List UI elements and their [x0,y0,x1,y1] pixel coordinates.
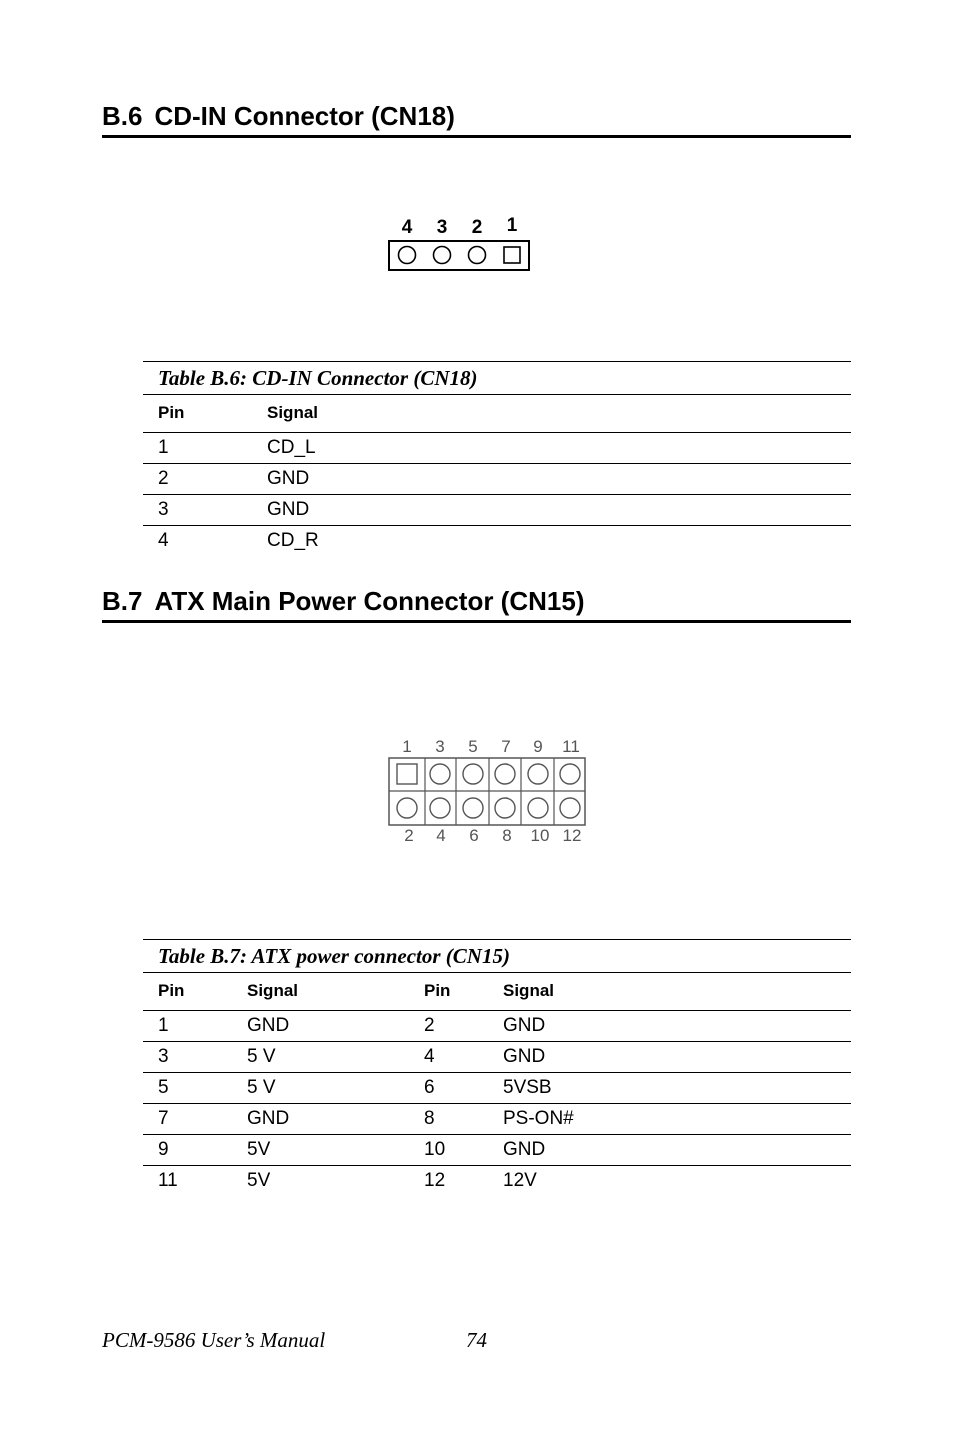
pin-square [504,247,520,263]
table-row [143,1104,851,1135]
table-row [143,526,851,556]
pin-square [397,764,417,784]
cell-signal: CD_R [267,530,319,551]
bottom-pin-labels [404,826,581,845]
pin-label: 2 [471,217,483,238]
cell-signal: 5 V [247,1077,276,1098]
pin-label: 7 [501,737,511,756]
table-row [143,1073,851,1104]
cell-pin: 3 [158,1046,169,1067]
table-row [143,433,851,464]
header-pin: Pin [424,981,451,1000]
atx-connector-diagram [384,733,594,845]
header-signal: Signal [267,403,319,422]
pin-circle [463,764,483,784]
cell-pin: 1 [158,437,169,458]
table-caption: Table B.7: ATX power connector (CN15) [143,939,851,973]
footer-manual-title: PCM-9586 User’s Manual [102,1328,326,1352]
pin-circle [430,764,450,784]
cell-signal: 5VSB [503,1077,552,1098]
table-caption: Table B.6: CD-IN Connector (CN18) [143,361,851,395]
cell-signal: 5V [247,1139,271,1160]
pin-label: 1 [506,215,518,236]
cell-pin: 7 [158,1108,169,1129]
pin-label: 8 [502,826,512,845]
cell-signal: GND [503,1015,546,1036]
table-header-row [143,395,851,433]
pin-circle [528,798,548,818]
section-number: B.7 [102,586,143,616]
cell-pin: 4 [158,530,169,551]
pin-circle [495,798,515,818]
header-pin: Pin [158,403,185,422]
cd-in-connector-diagram [380,205,540,280]
cell-signal: PS-ON# [503,1108,574,1129]
cell-pin: 2 [424,1015,435,1036]
header-signal: Signal [503,981,555,1000]
cell-signal: CD_L [267,437,316,458]
pin-circle [463,798,483,818]
cell-pin: 5 [158,1077,169,1098]
header-signal: Signal [247,981,299,1000]
top-pin-labels [402,737,580,756]
cell-pin: 12 [424,1170,446,1191]
pin-label: 6 [469,826,479,845]
cell-pin: 6 [424,1077,435,1098]
pin-circle [560,764,580,784]
pin-label: 2 [404,826,414,845]
table-b6 [143,361,851,556]
cell-pin: 3 [158,499,169,520]
cell-pin: 2 [158,468,169,489]
footer-page-number: 74 [466,1328,487,1352]
cell-signal: GND [267,468,310,489]
pin-circle [399,247,416,264]
pin-circle [397,798,417,818]
pin-label: 9 [533,737,543,756]
pin-label: 10 [530,826,550,845]
pin-label: 11 [562,737,580,756]
cell-signal: GND [503,1046,546,1067]
cell-pin: 8 [424,1108,435,1129]
cell-pin: 1 [158,1015,169,1036]
cell-signal: GND [247,1108,290,1129]
cell-pin: 4 [424,1046,435,1067]
section-heading-b6 [102,101,851,138]
pin-label: 3 [435,737,445,756]
section-number: B.6 [102,101,143,131]
cell-pin: 10 [424,1139,446,1160]
connector-housing [389,241,529,270]
table-b7 [143,939,851,1196]
cell-pin: 11 [158,1170,178,1191]
table-row [143,464,851,495]
table-header-row [143,973,851,1011]
section-title: CD-IN Connector (CN18) [154,101,455,131]
pin-label: 1 [402,737,412,756]
pin-label: 3 [436,217,448,238]
pin-circle [560,798,580,818]
pin-label: 12 [562,826,582,845]
table-row [143,495,851,526]
pin-circle [434,247,451,264]
cell-signal: 5V [247,1170,271,1191]
cell-signal: GND [247,1015,290,1036]
cell-signal: GND [503,1139,546,1160]
table-row [143,1011,851,1042]
cell-signal: 12V [503,1170,537,1191]
pin-circle [495,764,515,784]
table-row [143,1166,851,1196]
cell-pin: 9 [158,1139,169,1160]
pin-circle [469,247,486,264]
pin-circle [430,798,450,818]
cell-signal: 5 V [247,1046,276,1067]
pin-circle [528,764,548,784]
table-row [143,1135,851,1166]
header-pin: Pin [158,981,185,1000]
section-heading-b7 [102,586,851,623]
pin-label: 4 [436,826,446,845]
table-row [143,1042,851,1073]
pin-label: 5 [468,737,478,756]
cell-signal: GND [267,499,310,520]
pin-label: 4 [401,217,413,238]
section-title: ATX Main Power Connector (CN15) [154,586,585,616]
